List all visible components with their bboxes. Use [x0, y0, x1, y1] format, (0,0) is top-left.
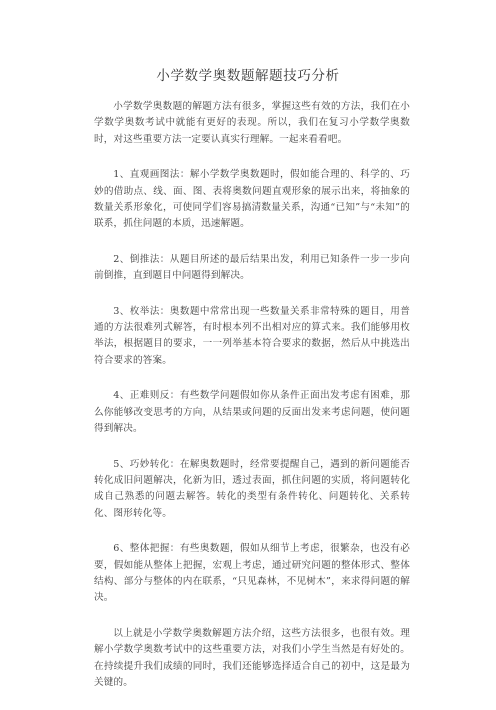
paragraph-method-5: 5、巧妙转化：在解奥数题时，经常要提醒自己，遇到的新问题能否转化成旧问题解决，化新为旧，透过表面，抓住问题的实质，将问题转化成自己熟悉的问题去解答。转化的类型有条件转化、问题转化、关系转化、图形转化等。 — [94, 458, 410, 519]
document-body — [94, 99, 410, 710]
paragraph-method-1: 1、直观画图法：解小学数学奥数题时，假如能合理的、科学的、巧妙的借助点、线、面、图、表将奥数问题直观形象的展示出来，将抽象的数量关系形象化，可使同学们容易搞清数量关系，沟通“已知”与“未知”的联系，抓住问题的本质，迅速解题。 — [94, 169, 410, 230]
paragraph-method-4: 4、正难则反：有些数学问题假如你从条件正面出发考虑有困难，那么你能够改变思考的方向，从结果或问题的反面出发来考虑问题，使问题得到解决。 — [94, 390, 410, 435]
paragraph-conclusion: 以上就是小学数学奥数解题方法介绍，这些方法很多，也很有效。理解小学数学奥数考试中的这些重要方法，对我们小学生当然是有好处的。在持续提升我们成绩的同时，我们还能够选择适合自己的初中，这是最为关键的。 — [94, 627, 410, 688]
paragraph-method-2: 2、倒推法：从题目所述的最后结果出发，利用已知条件一步一步向前倒推，直到题目中问题得到解决。 — [94, 253, 410, 282]
document-title: 小学数学奥数题解题技巧分析 — [156, 68, 340, 84]
paragraph-method-6: 6、整体把握：有些奥数题，假如从细节上考虑，很繁杂，也没有必要，假如能从整体上把握，宏观上考虑，通过研究问题的整体形式、整体结构、部分与整体的内在联系，“只见森林，不见树木”，来求得问题的解决。 — [94, 543, 410, 604]
paragraph-intro: 小学数学奥数题的解题方法有很多，掌握这些有效的方法，我们在小学数学奥数考试中就能有更好的表现。所以，我们在复习小学数学奥数时，对这些重要方法一定要认真实行理解。一起来看看吧。 — [94, 101, 410, 145]
paragraph-method-3: 3、枚举法：奥数题中常常出现一些数量关系非常特殊的题目，用普通的方法很难列式解答，有时根本列不出相对应的算式来。我们能够用枚举法，根据题目的要求，一一列举基本符合要求的数据，然后从中挑选出符合要求的答案。 — [94, 305, 410, 366]
